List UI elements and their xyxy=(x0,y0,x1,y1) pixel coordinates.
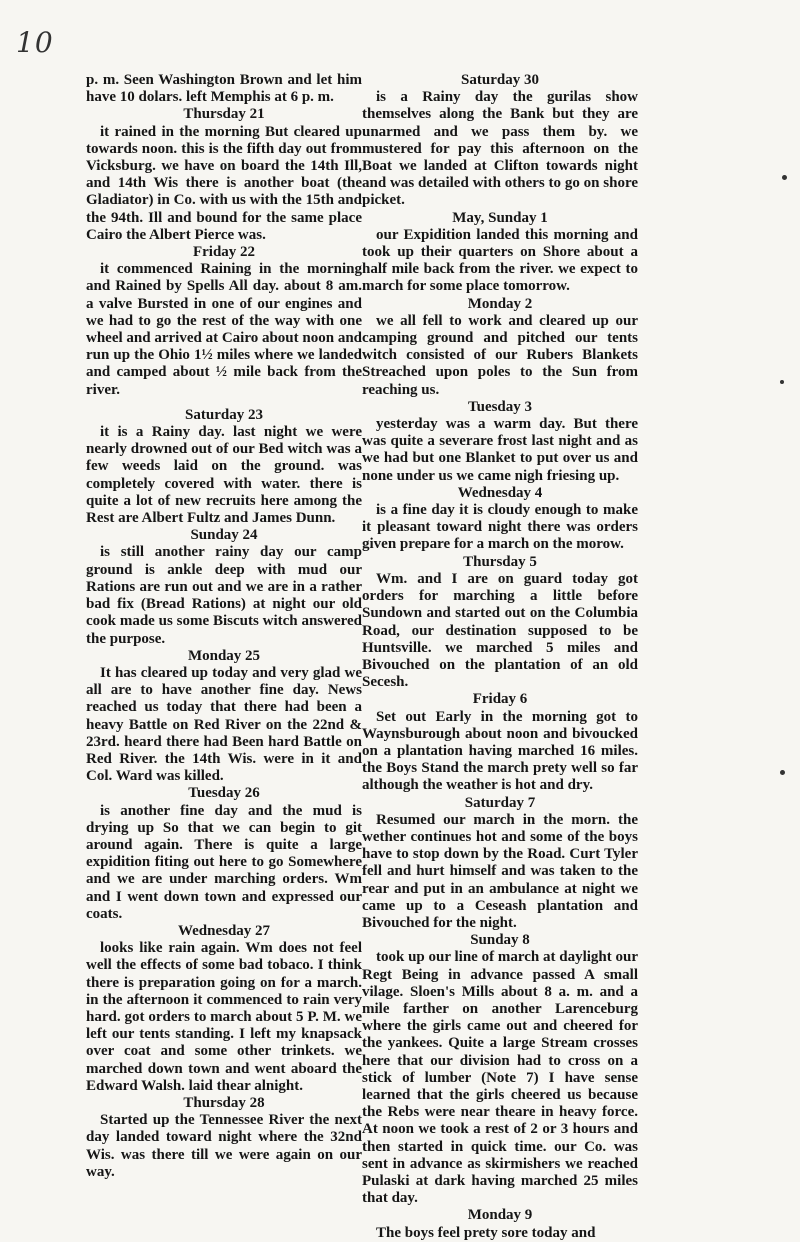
diary-entry: Wm. and I are on guard today got orders for marching a little before Sundown and started out on the Columbia Road, our destination supposed to be Huntsville. we marched 5 miles and Bivouched on the plantation of an old Secesh. xyxy=(362,570,638,691)
diary-entry: yesterday was a warm day. But there was quite a severare frost last night and as we had but one Blanket to put over us and none under us we came nigh friesing up. xyxy=(362,416,638,484)
date-heading: Thursday 21 xyxy=(183,106,265,123)
scan-speck xyxy=(782,175,787,180)
date-heading: Saturday 23 xyxy=(185,406,263,423)
date-heading: Monday 2 xyxy=(467,295,533,312)
page-number: 10 xyxy=(16,26,54,59)
diary-entry: looks like rain again. Wm does not feel well the effects of some bad tobaco. I think there is preparation going on for a march. in the afternoon it commenced to rain very hard. got orders to march about 5 P. M. we left our tents standing. I left my knapsack over coat and some other trinkets. we marched down town and went aboard the Edward Walsh. laid thear alnight. xyxy=(86,940,362,1094)
date-heading: Saturday 7 xyxy=(464,794,536,811)
left-column xyxy=(86,72,362,1181)
date-heading: Thursday 28 xyxy=(183,1094,265,1111)
diary-entry: It has cleared up today and very glad we all are to have another fine day. News reached us today that there had been a heavy Battle on Red River on the 22nd & 23rd. heard there had Been hard Battle on Red River. the 14th Wis. were in it and Col. Ward was killed. xyxy=(86,664,362,785)
date-heading: Sunday 24 xyxy=(190,527,258,544)
scan-speck xyxy=(780,770,785,775)
date-heading: May, Sunday 1 xyxy=(452,209,548,226)
date-heading: Monday 9 xyxy=(467,1207,533,1224)
date-heading: Thursday 5 xyxy=(463,553,537,570)
right-column xyxy=(362,72,638,1242)
date-heading: Wednesday 27 xyxy=(177,922,271,939)
diary-entry: our Expidition landed this morning and took up their quarters on Shore about a half mile back from the river. we expect to march for some place tomorrow. xyxy=(362,226,638,295)
section-gap xyxy=(86,399,362,407)
diary-entry: is still another rainy day our camp ground is ankle deep with mud our Rations are run out and we are in a rather bad fix (Bread Rations) at night our old cook made us some Biscuts witch answered the purpose. xyxy=(86,544,362,647)
diary-entry: it is a Rainy day. last night we were nearly drowned out of our Bed witch was a few weeds laid on the ground. was completely covered with water. there is quite a lot of new recruits here among the Rest are Albert Fultz and James Dunn. xyxy=(86,424,362,527)
diary-entry: it rained in the morning But cleared up towards noon. this is the fifth day out from Vicksburg. we have on board the 14th Ill, and 14th Wis there is another boat (the Gladiator) in Co. with us with the 15th and the 94th. Ill and bound for the same place Cairo the Albert Pierce was. xyxy=(86,123,362,243)
diary-entry: is a Rainy day the gurilas show themselves along the Bank but they are unarmed and we pass them by. we mustered for pay this afternoon on the Boat we landed at Clifton towards night and was detailed with others to go on shore picket. xyxy=(362,89,638,209)
diary-entry: it commenced Raining in the morning and Rained by Spells All day. about 8 am. a valve Bursted in one of our engines and we had to go the rest of the way with one wheel and arrived at Cairo about noon and run up the Ohio 1½ miles where we landed and camped about ½ mile back from the river. xyxy=(86,261,363,398)
date-heading: Friday 6 xyxy=(472,691,528,708)
diary-entry: is another fine day and the mud is drying up So that we can begin to git around again. There is quite a large expidition fiting out here to go Somewhere and we are under marching orders. Wm and I went down town and expressed our coats. xyxy=(86,802,362,922)
date-heading: Sunday 8 xyxy=(470,932,530,949)
date-heading: Saturday 30 xyxy=(461,72,539,88)
date-heading: Wednesday 4 xyxy=(457,484,543,501)
date-heading: Tuesday 26 xyxy=(188,785,260,802)
diary-entry: Started up the Tennessee River the next day landed toward night where the 32nd Wis. was there till we were again on our way. xyxy=(86,1112,362,1180)
date-heading: Tuesday 3 xyxy=(467,398,533,415)
date-heading: Friday 22 xyxy=(192,244,256,261)
diary-entry: is a fine day it is cloudy enough to make it pleasant toward night there was orders given prepare for a march on the morow. xyxy=(362,502,638,553)
diary-entry: took up our line of march at daylight our Regt Being in advance passed A small vilage. Sloen's Mills about 8 a. m. and a mile farther on another Larenceburg where the girls came out and cheered for the yankees. Quite a large Stream crosses here that our division had to cross on a stick of lumber (Note 7) I have sense learned that the girls cheered us because the Rebs were near theare in heavy force. At noon we took a rest of 2 or 3 hours and then started in quick time. our Co. was sent in advance as skirmishers we reached Pulaski at dark having marched 25 miles that day. xyxy=(362,949,638,1207)
diary-entry: The boys feel prety sore today and xyxy=(376,1224,596,1241)
diary-entry: Resumed our march in the morn. the wether continues hot and some of the boys have to stop down by the Road. Curt Tyler fell and hurt himself and was taken to the rear and put in an ambulance at night we came up to a Ceseash plantation and Bivouched for the night. xyxy=(362,811,638,931)
diary-entry: p. m. Seen Washington Brown and let him have 10 dolars. left Memphis at 6 p. m. xyxy=(86,72,362,106)
date-heading: Monday 25 xyxy=(187,647,261,664)
diary-entry: Set out Early in the morning got to Waynsburough about noon and bivoucked on a plantation having marched 16 miles. the Boys Stand the march prety well so far although the weather is hot and dry. xyxy=(362,708,638,794)
scan-speck xyxy=(780,380,784,384)
diary-entry: we all fell to work and cleared up our camping ground and pitched our tents witch consisted of our Rubers Blankets Streached upon poles to the Sun from reaching us. xyxy=(362,312,638,398)
